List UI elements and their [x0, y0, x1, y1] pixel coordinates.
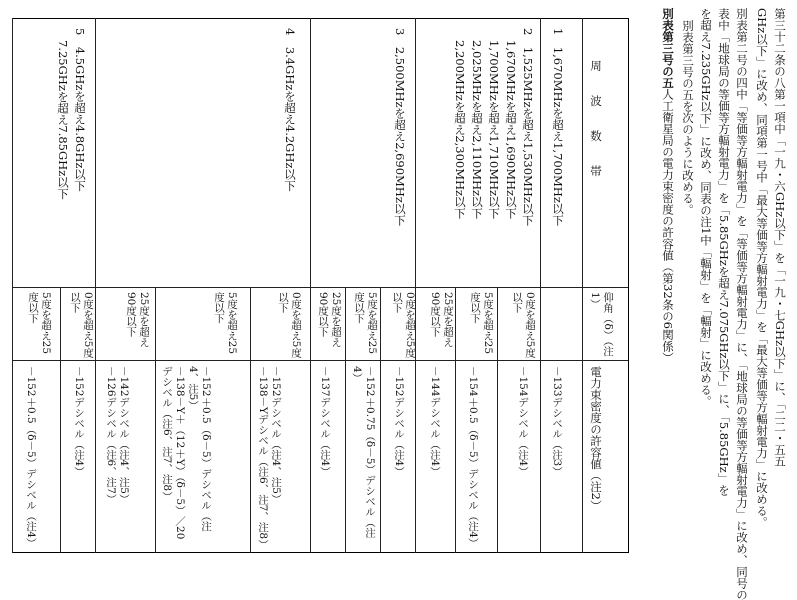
- table-left-rule: [12, 18, 13, 553]
- angle-cell: 5度を超え25度以下: [213, 292, 238, 355]
- table-top-rule: [12, 18, 628, 19]
- header-row-separator: [582, 18, 583, 553]
- angle-cell: 25度を超え90度以下: [317, 292, 342, 348]
- band-line: 5 4.5GHzを超え4.8GHz以下: [73, 28, 87, 192]
- angle-cell: 0度を超え5度以下: [69, 292, 94, 358]
- limit-cell: －154デシベル（注4）: [517, 366, 529, 477]
- angle-cell: 0度を超え5度以下: [511, 292, 536, 358]
- angle-cell: 5度を超え25度以下: [27, 292, 52, 355]
- angle-cell: 0度を超え5度以下: [391, 292, 416, 358]
- limit-cell: －142デシベル（注4、注5） －126デシベル（注6、注7）: [105, 366, 130, 505]
- header-elevation-angle: 仰角（δ）（注1）: [589, 292, 614, 357]
- row-separator: [95, 18, 96, 553]
- angle-cell: 0度を超え5度以下: [277, 292, 302, 358]
- body-paragraph-line: 表中「地球局の等価等方輻射電力」を「5.85GHzを超え7.075GHz以下」に、「5.85GHz」を: [717, 8, 731, 496]
- angle-cell: 5度を超え25度以下: [469, 292, 494, 355]
- limit-cell: －137デシベル（注4）: [319, 366, 331, 477]
- band-line: 2 1,525MHzを超え1,530MHz以下: [521, 28, 535, 226]
- subrow-separator: [155, 287, 156, 553]
- limit-cell: －152デシベル（注4）: [73, 366, 85, 477]
- band-line: 1 1,670MHzを超え1,700MHz以下: [551, 28, 565, 226]
- body-paragraph-line: 第三十二条の八第一項中「一九・六GHz以下」を「一九・七GHz以下」に、「二二・五五: [773, 8, 787, 467]
- limit-cell: －144デシベル（注4）: [429, 366, 441, 477]
- subrow-separator: [345, 287, 346, 553]
- band-line: 2,200MHzを超え2,300MHz以下: [453, 40, 467, 220]
- header-pfd-limit: 電力束密度の許容値（注2）: [589, 366, 603, 512]
- band-line: 4 3.4GHzを超え4.2GHz以下: [283, 28, 297, 192]
- subrow-separator: [60, 287, 61, 553]
- limit-cell: －152＋0.5（δ－5）デシベル（注4、注5） －138－Y＋（12＋Y）（δ－5）／20デシベル（注6、注7、注8）: [161, 366, 212, 540]
- subrow-separator: [455, 287, 456, 553]
- angle-cell: 25度を超え90度以下: [429, 292, 454, 348]
- body-paragraph-line: 別表第三号の五を次のように改める。: [681, 20, 695, 216]
- band-line: 3 2,500MHzを超え2,690MHz以下: [393, 28, 407, 226]
- table-caption-text: 人工衛星局の電力束密度の許容値（第32条の6関係）: [661, 88, 675, 364]
- angle-cell: 5度を超え25度以下: [353, 292, 378, 355]
- header-frequency-band: 周 波 数 帯: [589, 60, 603, 183]
- row-separator: [415, 18, 416, 553]
- table-right-rule: [628, 18, 629, 553]
- column-separator: [12, 287, 628, 288]
- subrow-separator: [250, 287, 251, 553]
- row-separator: [540, 18, 541, 553]
- table-caption-label: 別表第三号の五: [661, 8, 675, 89]
- band-line: 2,025MHzを超え2,110MHz以下: [470, 40, 484, 220]
- band-line: 1,670MHzを超え1,690MHz以下: [504, 40, 518, 220]
- column-separator: [12, 360, 628, 361]
- limit-cell: －133デシベル（注3）: [551, 366, 563, 477]
- limit-cell: －152デシベル（注4）: [393, 366, 405, 477]
- band-line: 1,700MHzを超え1,710MHz以下: [487, 40, 501, 220]
- body-paragraph-line: を超え7.235GHz以下」に改め、同表の注1中「輻射」を「輻射」に改める。: [699, 8, 713, 408]
- body-paragraph-line: GHz以下」に改め、同項第一号中「最大等価等方輻射電力」を「最大等価等方輻射電力」に改める。: [755, 8, 769, 528]
- limit-cell: －152デシベル（注4、注5） －138－Yデシベル（注6、注7、注8）: [257, 366, 282, 550]
- subrow-separator: [497, 287, 498, 553]
- table-bottom-rule: [12, 552, 628, 553]
- table-caption: [660, 8, 675, 363]
- subrow-separator: [380, 287, 381, 553]
- row-separator: [310, 18, 311, 553]
- body-paragraph-line: 別表第二号の四中「等価等方輻射電力」を「等価等方輻射電力」に、「地球局の等価等方輻射電力」に改め、同号の: [735, 8, 749, 600]
- limit-cell: －154＋0.5（δ－5）デシベル（注4）: [467, 366, 479, 549]
- band-line: 7.25GHzを超え7.85GHz以下: [56, 40, 70, 200]
- limit-cell: －152＋0.75（δ－5）デシベル（注4）: [351, 366, 376, 538]
- limit-cell: －152＋0.5（δ－5）デシベル（注4）: [25, 366, 37, 549]
- angle-cell: 25度を超え90度以下: [125, 292, 150, 348]
